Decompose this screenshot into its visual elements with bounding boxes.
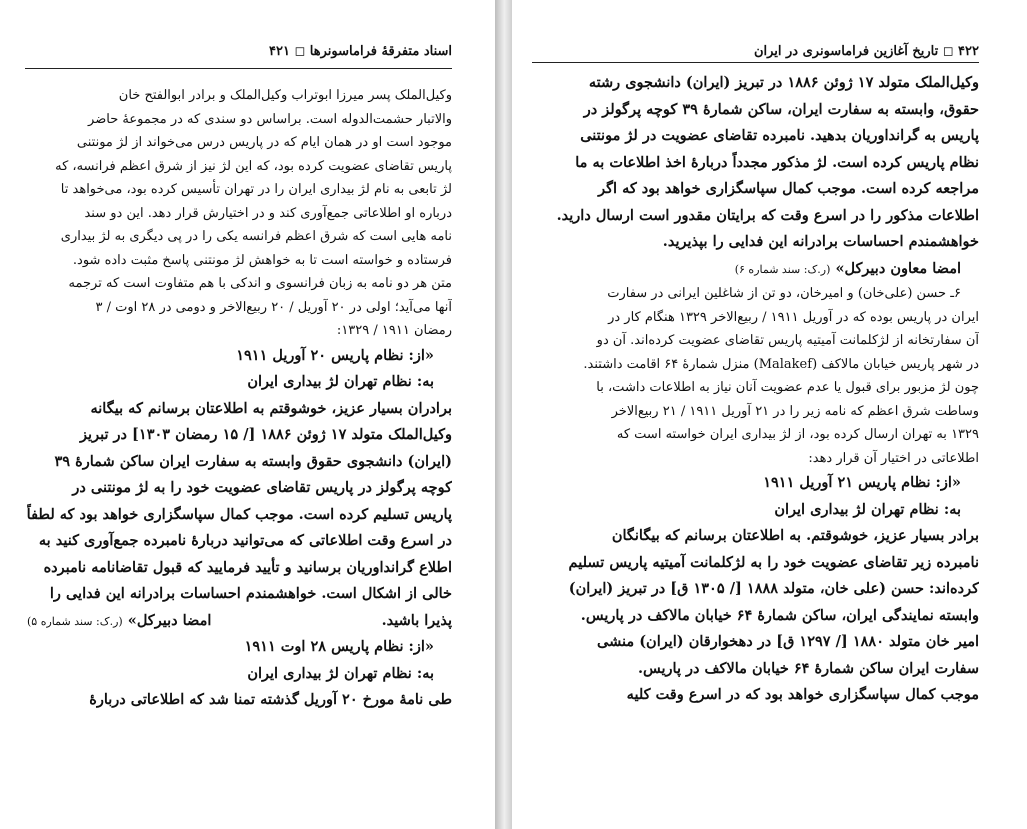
page-header: ۴۲۲ ◻ تاریخ آغازین فراماسونری در ایران xyxy=(753,44,979,59)
letter-from-line: «از: نظام پاریس ۲۸ اوت ۱۹۱۱ xyxy=(244,638,434,655)
letter-line: پاریس تسلیم کرده است. موجب کمال سپاسگزاری خواهد بود که لطفاً xyxy=(27,505,452,523)
header-rule xyxy=(532,62,979,63)
letter-line: در اسرع وقت اطلاعاتی که می‌توانید دربارهٔ نامبرده جمع‌آوری کنید به xyxy=(38,532,452,549)
text-line: چون لژ مزبور برای قبول یا عدم عضویت آنان نیاز به اطلاعات داشت، با xyxy=(596,380,979,395)
section-heading-line: ۶ـ حسن (علی‌خان) و امیرخان، دو تن از شاغلین ایرانی در سفارت xyxy=(607,286,961,301)
letter-to-line: به: نظام تهران لژ بیداری ایران xyxy=(247,373,434,390)
text-line: ایران در پاریس بوده که در آوریل ۱۹۱۱ / ربیع‌الاخر ۱۳۲۹ هنگام کار در xyxy=(608,309,979,325)
letter-line: پذیرا باشید. xyxy=(381,611,452,629)
letter-line: وابسته نمایندگی ایران، ساکن شمارهٔ ۶۴ خیابان مالاکف در پاریس. xyxy=(580,606,979,624)
letter-line: خالی از اشکال است. خواهشمندم احساسات برادرانه این فدایی را xyxy=(49,585,452,602)
header-rule xyxy=(25,68,452,69)
letter-line: خواهشمندم احساسات برادرانه این فدایی را بپذیرید. xyxy=(662,233,979,250)
signature-line xyxy=(533,256,979,283)
text-line: آنها می‌آید؛ اولی در ۲۰ آوریل / ۲۰ ربیع‌الاخر و دومی در ۲۸ اوت / ۳ xyxy=(95,299,452,315)
letter-line: (ایران) دانشجوی حقوق وابسته به سفارت ایران ساکن شمارهٔ ۳۹ xyxy=(54,452,452,470)
text-line: موجود است او در همان ایام که در پاریس درس می‌خواند از لژ مونتنی xyxy=(76,135,452,150)
text-line: وکیل‌الملک پسر میرزا ابوتراب وکیل‌الملک و برادر ابوالفتح خان xyxy=(118,88,452,103)
letter-line: نظام پاریس کرده است. لژ مذکور مجدداً دربارهٔ اخذ اطلاعات به ما xyxy=(575,153,979,171)
letter-line: اطلاع گرانداوریان برسانید و تأیید فرمایید که قبول تقاضانامه نامبرده xyxy=(43,558,452,576)
letter-line: برادران بسیار عزیز، خوشوقتم به اطلاعتان برسانم که بیگانه xyxy=(90,399,452,417)
document-reference: (ر.ک: سند شماره ۶) xyxy=(734,262,831,276)
signature: امضا دبیرکل» xyxy=(127,611,212,629)
letter-line: کرده‌اند: حسن (علی خان، متولد ۱۸۸۸ [/ ۱۳۰۵ ق] در تبریز (ایران) xyxy=(568,580,979,597)
letter-line: اطلاعات مذکور را در اسرع وقت که برایتان مقدور است ارسال دارید. xyxy=(556,206,979,224)
text-line: وساطت شرق اعظم که نامه زیر را در ۲۱ آوریل ۱۹۱۱ / ۲۱ ربیع‌الاخر xyxy=(611,403,979,419)
left-page xyxy=(0,0,495,829)
letter-line: وکیل‌الملک متولد ۱۷ ژوئن ۱۸۸۶ [/ ۱۵ رمضان ۱۳۰۳] در تبریز xyxy=(80,426,452,443)
text-line: فرستاده و خواسته است تا به خواهش لژ مونتنی پاسخ مثبت داده شود. xyxy=(72,252,452,268)
letter-line: وکیل‌الملک متولد ۱۷ ژوئن ۱۸۸۶ در تبریز (ایران) دانشجوی رشته xyxy=(588,74,979,91)
text-line: ۱۳۲۹ به تهران ارسال کرده بود، از لژ بیداری ایران خواسته است که xyxy=(616,427,979,442)
letter-line: سفارت ایران ساکن شمارهٔ ۶۴ خیابان مالاکف در پاریس. xyxy=(637,659,979,677)
text-line: رمضان ۱۹۱۱ / ۱۳۲۹: xyxy=(336,323,452,338)
text-line: پاریس تقاضای عضویت کرده بود، که این لژ نیز از شرق اعظم فرانسه، که xyxy=(55,158,452,174)
text-line: در شهر پاریس خیابان مالاکف (Malakef) منزل شمارهٔ ۶۴ اقامت داشتند. xyxy=(583,356,979,372)
letter-line: مراجعه کرده است. موجب کمال سپاسگزاری خواهد بود که اگر xyxy=(598,180,979,197)
right-page xyxy=(512,0,1027,829)
page-body xyxy=(27,84,452,714)
letter-from-line: «از: نظام پاریس ۲۱ آوریل ۱۹۱۱ xyxy=(763,474,961,491)
letter-line: پاریس به گرانداوریان بدهید. نامبرده تقاضای عضویت در لژ مونتنی xyxy=(580,127,979,144)
page-body xyxy=(533,70,979,709)
letter-to-line: به: نظام تهران لژ بیداری ایران xyxy=(247,664,434,682)
letter-line: نامبرده زیر تقاضای عضویت خود را به لژکلمانت آمیتیه پاریس تسلیم xyxy=(568,553,979,571)
letter-line: کوچه پرگولز در پاریس تقاضای عضویت خود را به لژ مونتنی در xyxy=(72,479,452,496)
letter-to-line: به: نظام تهران لژ بیداری ایران xyxy=(774,500,961,518)
document-reference: (ر.ک: سند شماره ۵) xyxy=(27,614,123,628)
signature-line xyxy=(27,608,452,635)
text-line: والاتبار حشمت‌الدوله است. براساس دو سندی که در مجموعهٔ حاضر xyxy=(88,111,452,127)
page-header: اسناد متفرقهٔ فراماسونرها ◻ ۴۲۱ xyxy=(269,44,452,59)
letter-line: طی نامهٔ مورخ ۲۰ آوریل گذشته تمنا شد که اطلاعاتی دربارهٔ xyxy=(89,691,452,708)
letter-line: امیر خان متولد ۱۸۸۰ [/ ۱۲۹۷ ق] در دهخوارقان (ایران) منشی xyxy=(596,633,979,650)
text-line: متن هر دو نامه به زبان فرانسوی و اندکی با هم متفاوت است که ترجمه xyxy=(68,276,452,291)
text-line: آن سفارتخانه از لژکلمانت آمیتیه پاریس تقاضای عضویت کرده‌اند. آن دو xyxy=(596,333,979,348)
letter-line: برادر بسیار عزیز، خوشوقتم. به اطلاعتان برسانم که بیگانگان xyxy=(611,527,979,544)
letter-line: حقوق، وابسته به سفارت ایران، ساکن شمارهٔ ۳۹ کوچه پرگولز در xyxy=(583,100,979,118)
text-line: درباره او اطلاعاتی جمع‌آوری کند و در اختیارش قرار دهد. این دو سند xyxy=(84,205,452,221)
signature: امضا معاون دبیرکل» xyxy=(835,259,961,277)
book-gutter xyxy=(495,0,512,829)
text-line: اطلاعاتی در اختیار آن قرار دهد: xyxy=(808,450,979,466)
letter-line: موجب کمال سپاسگزاری خواهد بود که در اسرع وقت کلیه xyxy=(626,686,979,703)
text-line: نامه هایی است که شرق اعظم فرانسه یکی را در پی دیگری به لژ بیداری xyxy=(60,229,452,244)
text-line: لژ تابعی به نام لژ بیداری ایران را در تهران تأسیس کرده بود، می‌خواهد تا xyxy=(60,182,452,197)
letter-from-line: «از: نظام پاریس ۲۰ آوریل ۱۹۱۱ xyxy=(236,346,434,364)
